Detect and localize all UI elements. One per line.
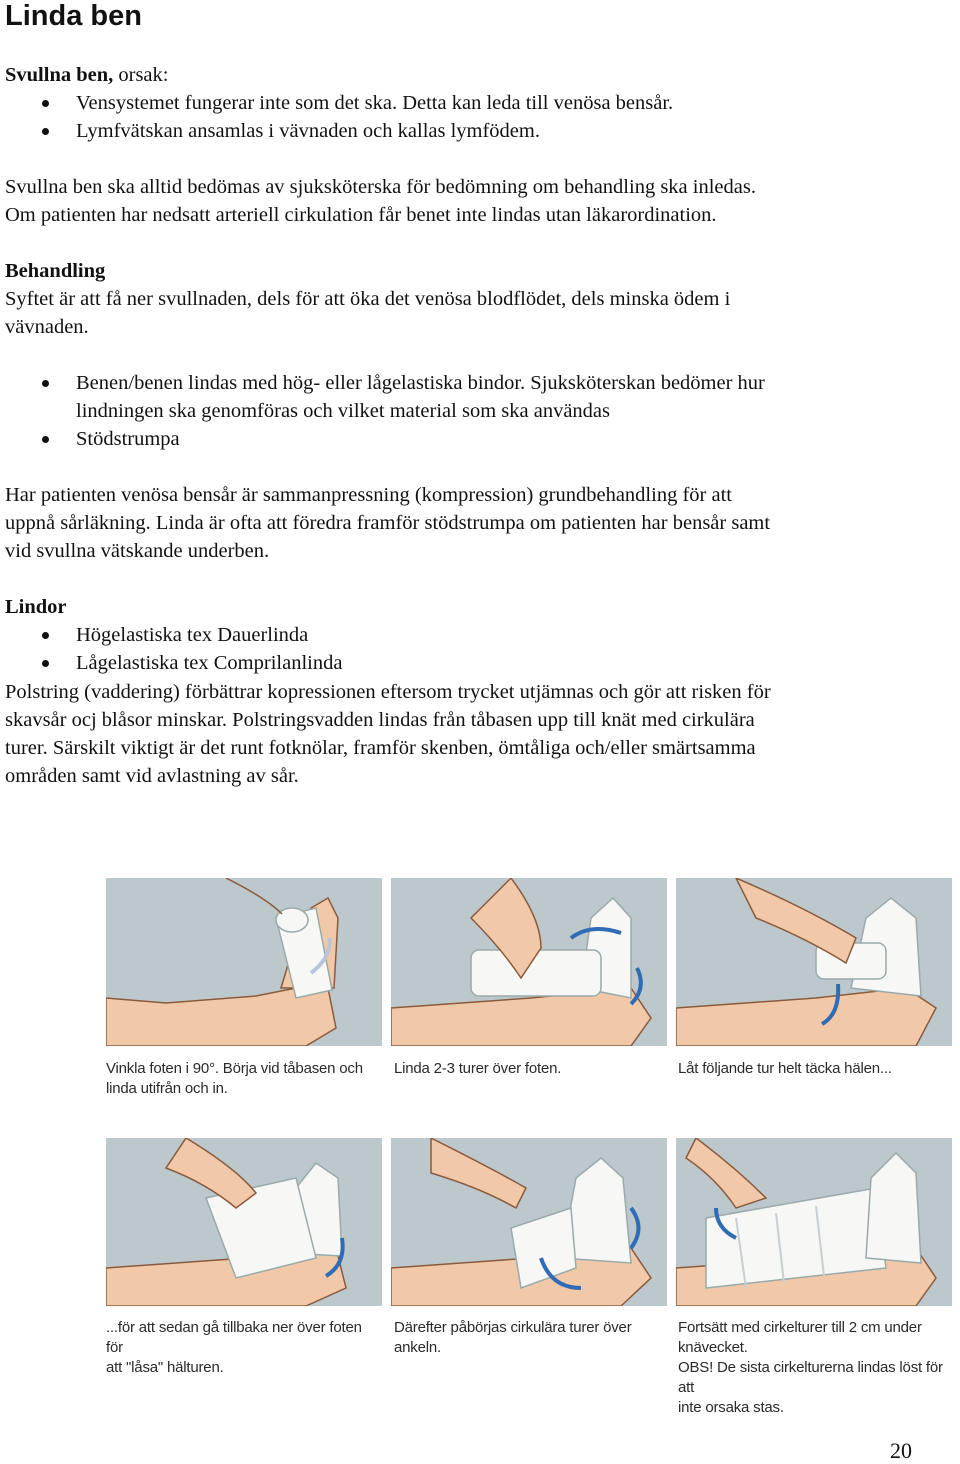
treatment-paragraph-line: vävnaden. (5, 316, 89, 338)
illustration-step-3 (676, 878, 952, 1046)
illustration-step-6 (676, 1138, 952, 1306)
list-item-text: Benen/benen lindas med hög- eller lågelastiska bindor. Sjuksköterskan bedömer hur (76, 372, 765, 394)
swollen-heading-line (5, 61, 925, 89)
caption-line: att "låsa" hälturen. (106, 1359, 224, 1376)
list-item (0, 369, 900, 425)
list-item-text: Högelastiska tex Dauerlinda (76, 624, 309, 646)
caption-line: ...för att sedan gå tillbaka ner över foten för (106, 1319, 362, 1356)
caption-line: Därefter påbörjas cirkulära turer över ankeln. (394, 1319, 632, 1356)
illustration-step-2 (391, 878, 667, 1046)
caption-step-4 (106, 1318, 382, 1378)
swollen-paragraph-line: Om patienten har nedsatt arteriell cirkulation får benet inte lindas utan läkarordination. (5, 204, 717, 226)
swollen-heading: Svullna ben, (5, 64, 114, 86)
bullet-icon (42, 380, 49, 387)
caption-step-3 (678, 1059, 954, 1079)
foot-bandage-illustration (676, 878, 952, 1046)
caption-line: inte orsaka stas. (678, 1399, 784, 1416)
illustration-step-4 (106, 1138, 382, 1306)
treatment-list (0, 369, 900, 453)
caption-line: Låt följande tur helt täcka hälen... (678, 1060, 892, 1077)
treatment-paragraph-line: Har patienten venösa bensår är sammanpressning (kompression) grundbehandling för att (5, 484, 732, 506)
page-title: Linda ben (5, 0, 142, 32)
treatment-heading: Behandling (5, 260, 106, 282)
bullet-icon (42, 100, 49, 107)
bandages-paragraph-line: turer. Särskilt viktigt är det runt fotknölar, framför skenben, ömtåliga och/eller smärtsamma (5, 737, 756, 759)
caption-step-6 (678, 1318, 954, 1418)
foot-bandage-illustration (106, 1138, 382, 1306)
caption-step-1 (106, 1059, 382, 1099)
treatment-paragraph-line: Syftet är att få ner svullnaden, dels för att öka det venösa blodflödet, dels minska ödem i (5, 288, 731, 310)
list-item-text: Lymfvätskan ansamlas i vävnaden och kallas lymfödem. (76, 120, 540, 142)
illustration-step-1 (106, 878, 382, 1046)
bandages-paragraph-line: områden samt vid avlastning av sår. (5, 765, 299, 787)
bullet-icon (42, 436, 49, 443)
treatment-paragraph-line: vid svullna vätskande underben. (5, 540, 270, 562)
list-item-text: lindningen ska genomföras och vilket material som ska användas (76, 400, 611, 422)
list-item (0, 425, 900, 453)
list-item-text: Stödstrumpa (76, 428, 180, 450)
list-item-text: Vensystemet fungerar inte som det ska. Detta kan leda till venösa bensår. (76, 92, 674, 114)
foot-bandage-illustration (676, 1138, 952, 1306)
list-item (0, 649, 900, 677)
swollen-heading-suffix: orsak: (113, 64, 169, 86)
caption-line: Linda 2-3 turer över foten. (394, 1060, 562, 1077)
foot-bandage-illustration (391, 878, 667, 1046)
caption-line: Vinkla foten i 90°. Börja vid tåbasen och (106, 1060, 363, 1077)
list-item-text: Lågelastiska tex Comprilanlinda (76, 652, 343, 674)
caption-line: Fortsätt med cirkelturer till 2 cm under (678, 1319, 922, 1336)
list-item (0, 621, 900, 649)
caption-line: knävecket. (678, 1339, 748, 1356)
caption-line: OBS! De sista cirkelturerna lindas löst för att (678, 1359, 943, 1396)
caption-step-2 (394, 1059, 670, 1079)
foot-bandage-illustration (391, 1138, 667, 1306)
treatment-paragraph-line: uppnå sårläkning. Linda är ofta att föredra framför stödstrumpa om patienten har bensår samt (5, 512, 771, 534)
bullet-icon (42, 660, 49, 667)
caption-step-5 (394, 1318, 670, 1358)
bullet-icon (42, 128, 49, 135)
list-item (0, 89, 900, 117)
bandages-paragraph-line: skavsår ocj blåsor minskar. Polstringsvadden lindas från tåbasen upp till knät med cirkulära (5, 709, 755, 731)
page-number: 20 (890, 1438, 912, 1463)
illustration-step-5 (391, 1138, 667, 1306)
swollen-causes-list (0, 89, 900, 145)
caption-line: linda utifrån och in. (106, 1080, 228, 1097)
swollen-paragraph-line: Svullna ben ska alltid bedömas av sjuksköterska för bedömning om behandling ska inledas. (5, 176, 756, 198)
list-item (0, 117, 900, 145)
bullet-icon (42, 632, 49, 639)
foot-bandage-illustration (106, 878, 382, 1046)
bandages-list (0, 621, 900, 677)
bandages-heading: Lindor (5, 596, 67, 618)
bandages-paragraph-line: Polstring (vaddering) förbättrar kopressionen eftersom trycket utjämnas och gör att risken för (5, 681, 771, 703)
